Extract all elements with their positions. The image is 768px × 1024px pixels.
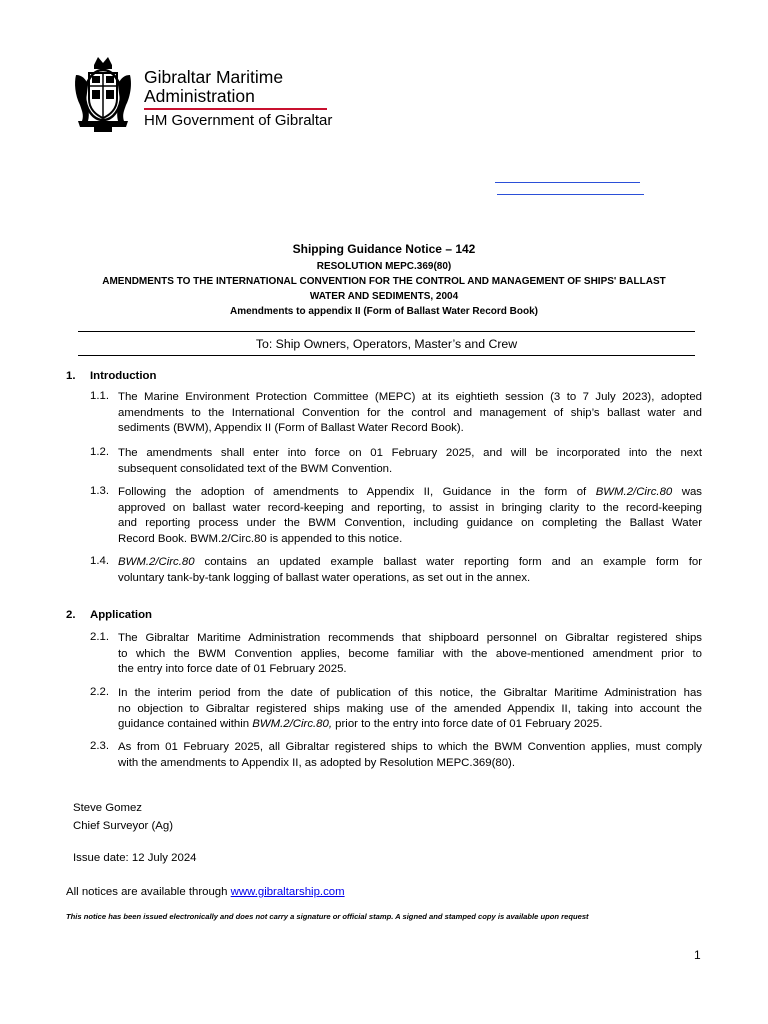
- text-line: Record Book. BWM.2/Circ.80 is appended to this notice.: [118, 533, 403, 546]
- text-line: The amendments shall enter into force on 01 February 2025, and will be incorporated into the next: [118, 447, 702, 459]
- paragraph-1-4: [118, 555, 702, 586]
- text-line: [118, 485, 702, 501]
- link-underline-1[interactable]: [495, 182, 640, 183]
- paragraph-1-3: [118, 485, 702, 548]
- text-line: voluntary tank-by-tank logging of ballast water operations, as set out in the annex.: [118, 571, 531, 584]
- item-number: 1.4.: [90, 555, 109, 567]
- reference-bwm-circ-80: BWM.2/Circ.80: [595, 486, 673, 498]
- appendix-subheading: Amendments to appendix II (Form of Ballast Water Record Book): [230, 306, 538, 317]
- link-underline-2[interactable]: [497, 194, 644, 195]
- logo-red-rule: [144, 108, 327, 110]
- text-line: The Marine Environment Protection Committee (MEPC) at its eightieth session (3 to 7 July 2023), adopted: [118, 391, 702, 403]
- text-line: subsequent consolidated text of the BWM Convention.: [118, 462, 393, 475]
- issue-date: Issue date: 12 July 2024: [73, 852, 197, 864]
- org-name-line-1: Gibraltar Maritime: [144, 67, 284, 87]
- org-name-line-2: Administration: [144, 86, 255, 106]
- text-run: guidance contained within: [118, 718, 253, 731]
- item-number: 1.3.: [90, 485, 109, 497]
- paragraph-1-1: [118, 390, 702, 437]
- section-number: 2.: [66, 609, 76, 621]
- text-line: and reporting process under the BWM Convention, including guidance on completing the Ballast Water: [118, 517, 702, 530]
- paragraph-2-3: [118, 740, 702, 771]
- government-name: HM Government of Gibraltar: [144, 112, 333, 129]
- text-line: As from 01 February 2025, all Gibraltar registered ships to which the BWM Convention applies, must comply: [118, 741, 702, 753]
- notices-availability: [66, 886, 345, 898]
- text-line: with the amendments to Appendix II, as adopted by Resolution MEPC.369(80).: [118, 756, 516, 769]
- text-line: approved on ballast water record-keeping and reporting, to assist in bringing clarity to the record-keeping: [118, 501, 702, 514]
- text-line: In the interim period from the date of publication of this notice, the Gibraltar Maritime Administration has: [118, 687, 702, 699]
- website-link[interactable]: www.gibraltarship.com: [230, 886, 345, 898]
- item-number: 2.3.: [90, 740, 109, 752]
- reference-bwm-circ-80: BWM.2/Circ.80,: [252, 718, 333, 731]
- section-title-application: Application: [90, 609, 153, 621]
- paragraph-1-2: [118, 446, 702, 477]
- gibraltar-crest-icon: [72, 55, 134, 133]
- page-number: 1: [694, 948, 701, 962]
- paragraph-2-1: [118, 631, 702, 678]
- section-title-introduction: Introduction: [90, 370, 157, 382]
- item-number: 2.1.: [90, 631, 109, 643]
- electronic-issue-disclaimer: This notice has been issued electronically and does not carry a signature or official stamp. A signed and stamped copy is available upon request: [66, 912, 589, 921]
- addressee-line: To: Ship Owners, Operators, Master’s and Crew: [255, 337, 518, 351]
- amendment-heading-line-2: WATER AND SEDIMENTS, 2004: [309, 291, 459, 302]
- text-line: sediments (BWM), Appendix II (Form of Ballast Water Record Book).: [118, 422, 464, 435]
- signatory-title: Chief Surveyor (Ag): [73, 820, 174, 832]
- notices-prefix: All notices are available through: [66, 886, 231, 898]
- text-run: prior to the entry into force date of 01 February 2025.: [332, 718, 603, 731]
- text-run: was: [672, 486, 703, 498]
- reference-bwm-circ-80: BWM.2/Circ.80: [118, 556, 195, 568]
- item-number: 1.1.: [90, 390, 109, 402]
- text-run: Following the adoption of amendments to Appendix II, Guidance in the form of: [118, 486, 596, 498]
- text-line: The Gibraltar Maritime Administration recommends that shipboard personnel on Gibraltar registered ships: [118, 632, 702, 644]
- text-line: amendments to the International Convention for the control and management of ship’s ballast water and: [118, 406, 702, 419]
- text-line: [118, 555, 702, 571]
- divider-top: [78, 331, 695, 332]
- resolution-heading: RESOLUTION MEPC.369(80): [316, 261, 452, 272]
- section-number: 1.: [66, 370, 76, 382]
- divider-bottom: [78, 355, 695, 356]
- item-number: 2.2.: [90, 686, 109, 698]
- text-line: [118, 717, 702, 733]
- notice-title: Shipping Guidance Notice – 142: [292, 242, 476, 256]
- amendment-heading-line-1: AMENDMENTS TO THE INTERNATIONAL CONVENTION FOR THE CONTROL AND MANAGEMENT OF SHIPS' BALLAST: [102, 276, 666, 287]
- item-number: 1.2.: [90, 446, 109, 458]
- text-line: no objection to Gibraltar registered ships making use of the amended Appendix II, taking into account the: [118, 702, 702, 715]
- signatory-name: Steve Gomez: [73, 802, 143, 814]
- text-run: contains an updated example ballast water reporting form and an example form for: [194, 556, 702, 568]
- text-line: the entry into force date of 01 February 2025.: [118, 663, 347, 676]
- text-line: to which the BWM Convention applies, become familiar with the above-mentioned amendment prior to: [118, 647, 702, 660]
- paragraph-2-2: [118, 686, 702, 733]
